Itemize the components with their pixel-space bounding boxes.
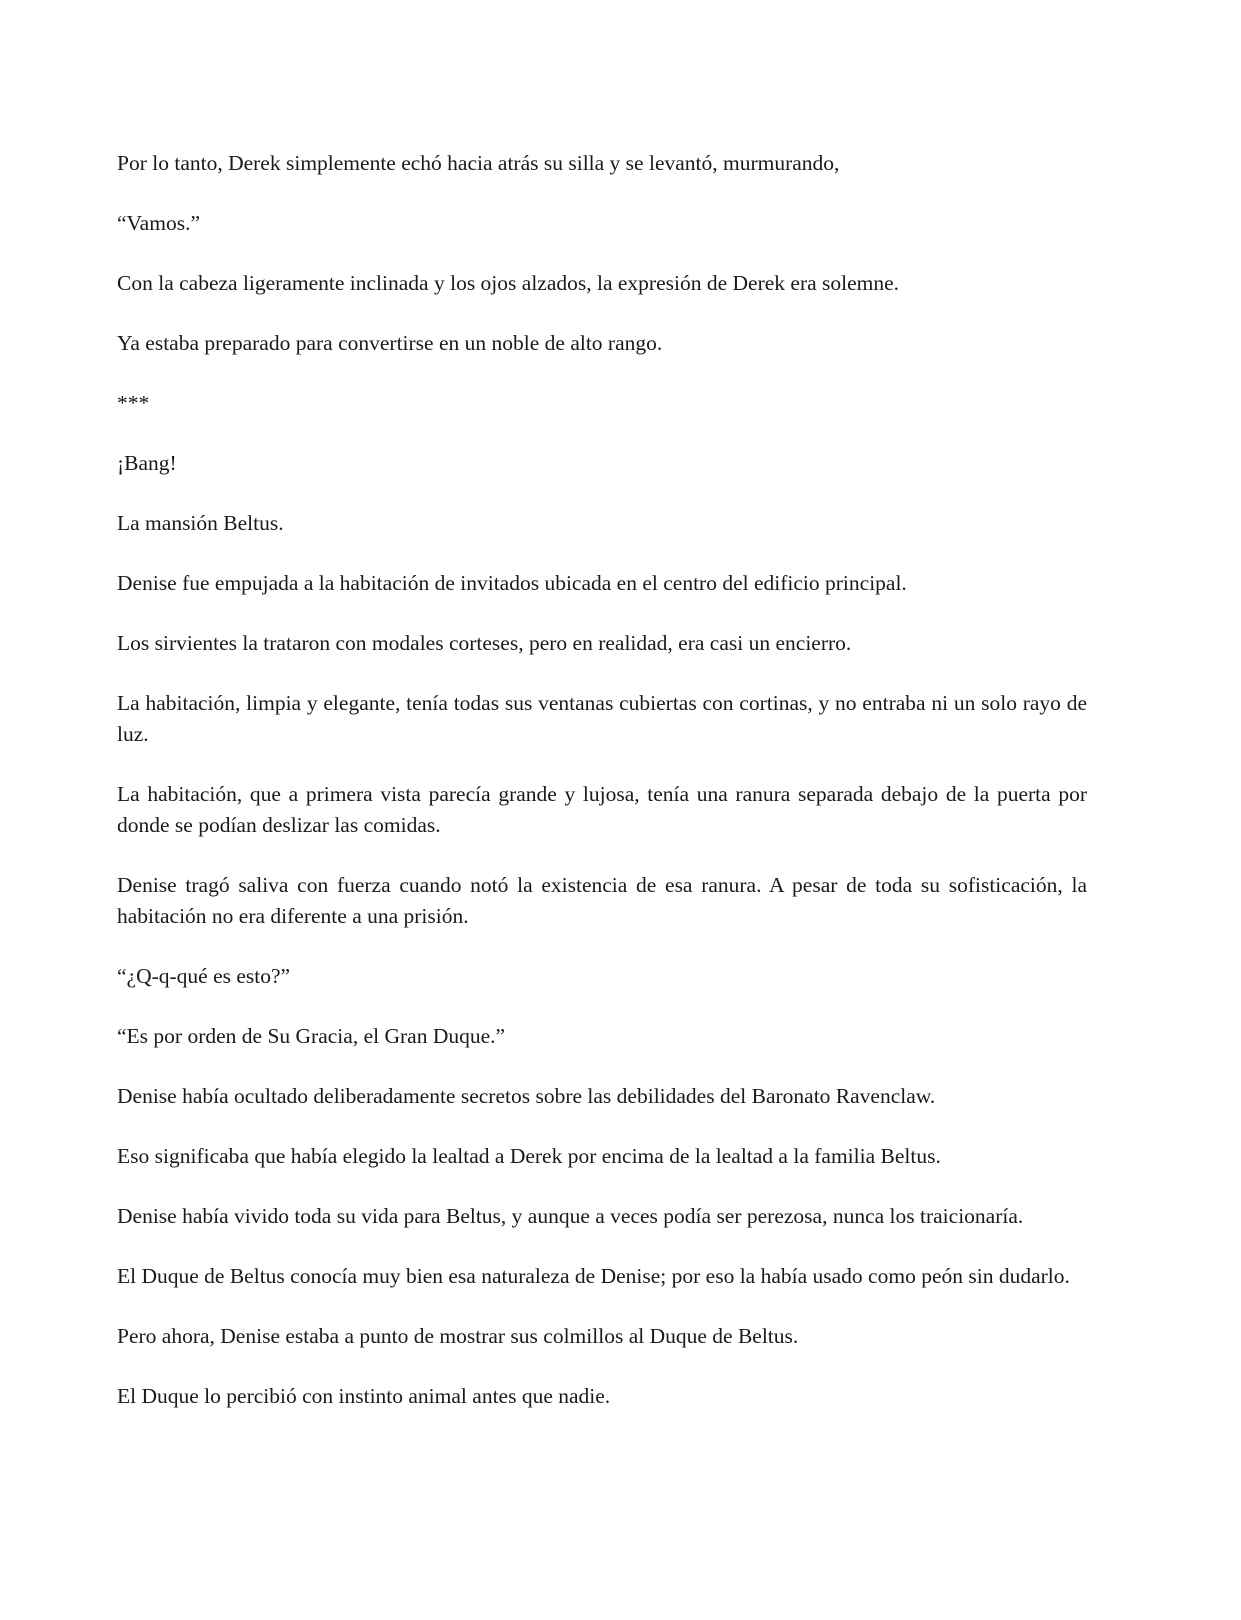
paragraph-1: Por lo tanto, Derek simplemente echó hacia atrás su silla y se levantó, murmurando, — [117, 151, 840, 175]
paragraph-17: Denise había vivido toda su vida para Beltus, y aunque a veces podía ser perezosa, nunca los traicionaría. — [117, 1204, 1024, 1228]
paragraph-4: Ya estaba preparado para convertirse en un noble de alto rango. — [117, 331, 663, 355]
scene-break: *** — [117, 391, 150, 415]
paragraph-10: La habitación, limpia y elegante, tenía todas sus ventanas cubiertas con cortinas, y no entraba ni un solo rayo de luz. — [117, 691, 1087, 746]
paragraph-12: Denise tragó saliva con fuerza cuando notó la existencia de esa ranura. A pesar de toda su sofisticación, la habitación no era diferente a una prisión. — [117, 873, 1087, 928]
document-body — [117, 148, 1087, 1441]
paragraph-13: “¿Q-q-qué es esto?” — [117, 964, 291, 988]
paragraph-14: “Es por orden de Su Gracia, el Gran Duque.” — [117, 1024, 506, 1048]
paragraph-2: “Vamos.” — [117, 211, 200, 235]
paragraph-7: La mansión Beltus. — [117, 511, 284, 535]
paragraph-20: El Duque lo percibió con instinto animal antes que nadie. — [117, 1384, 611, 1408]
paragraph-19: Pero ahora, Denise estaba a punto de mostrar sus colmillos al Duque de Beltus. — [117, 1324, 799, 1348]
paragraph-18: El Duque de Beltus conocía muy bien esa naturaleza de Denise; por eso la había usado como peón sin dudarlo. — [117, 1264, 1070, 1288]
paragraph-11: La habitación, que a primera vista parecía grande y lujosa, tenía una ranura separada debajo de la puerta por donde se podían deslizar las comidas. — [117, 782, 1087, 837]
paragraph-6: ¡Bang! — [117, 451, 177, 475]
paragraph-3: Con la cabeza ligeramente inclinada y los ojos alzados, la expresión de Derek era solemne. — [117, 271, 900, 295]
paragraph-9: Los sirvientes la trataron con modales corteses, pero en realidad, era casi un encierro. — [117, 631, 852, 655]
paragraph-16: Eso significaba que había elegido la lealtad a Derek por encima de la lealtad a la familia Beltus. — [117, 1144, 941, 1168]
paragraph-15: Denise había ocultado deliberadamente secretos sobre las debilidades del Baronato Ravenclaw. — [117, 1084, 936, 1108]
paragraph-8: Denise fue empujada a la habitación de invitados ubicada en el centro del edificio principal. — [117, 571, 907, 595]
